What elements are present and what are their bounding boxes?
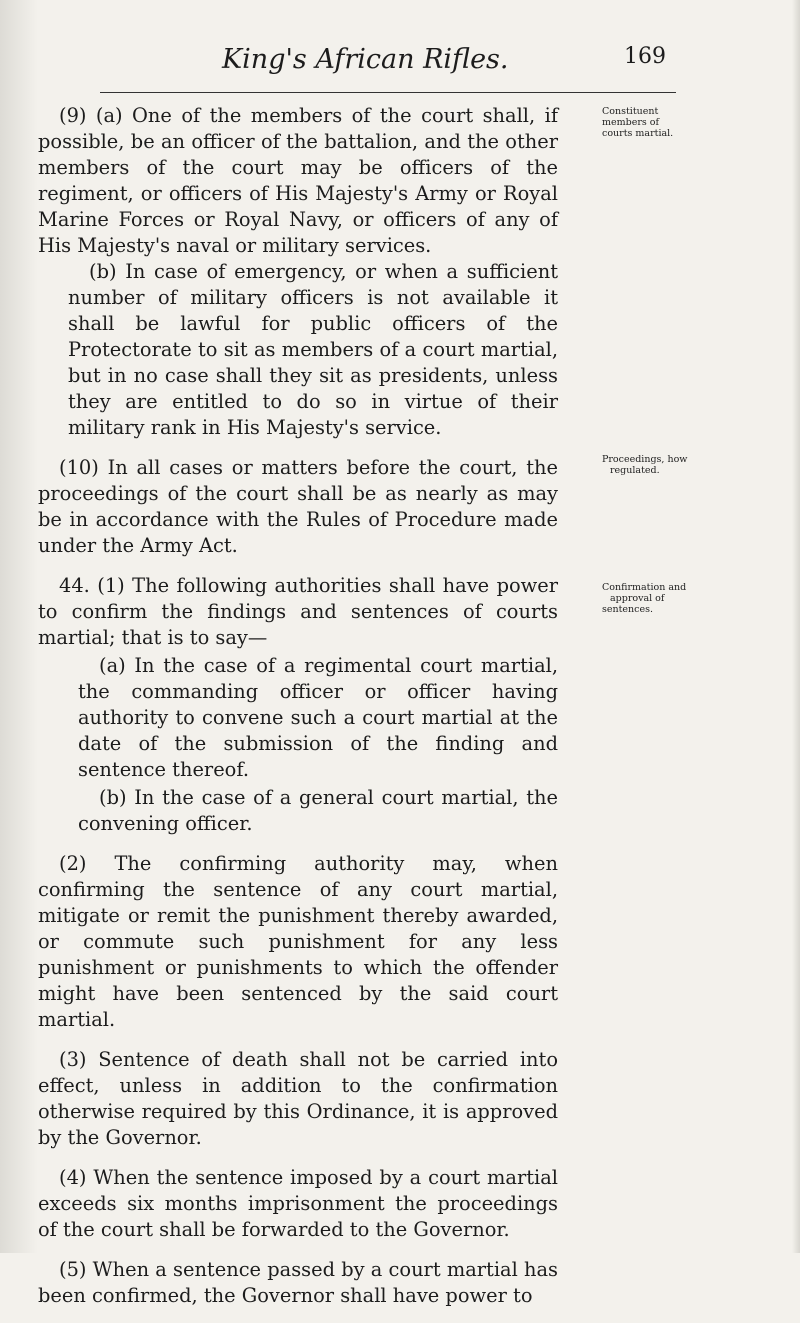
- marginal-note-line: sentences.: [602, 604, 654, 615]
- marginal-note-line: Proceedings, how: [602, 454, 688, 465]
- page-edge-shadow: [792, 0, 800, 1253]
- section-44-4: (4) When the sentence imposed by a court martial exceeds six months imprisonment the proceedings of the court shall be forwarded to the Governor.: [38, 1166, 558, 1241]
- page-header: [0, 44, 800, 84]
- section-44-2: (2) The confirming authority may, when confirming the sentence of any court martial, mitigate or remit the punishment thereby awarded, or commute such punishment for any less punishment or punishments to which the offender might have been sentenced by the said court martial.: [38, 852, 558, 1031]
- paragraph-10: (10) In all cases or matters before the court, the proceedings of the court shall be as nearly as may be in accordance with the Rules of Procedure made under the Army Act.: [38, 456, 558, 557]
- page-number: 169: [624, 44, 666, 69]
- marginal-note-line: Confirmation and: [602, 582, 687, 593]
- marginal-note-proceedings: [602, 454, 762, 476]
- marginal-note-constituent: [602, 106, 762, 139]
- header-rule: [100, 92, 676, 93]
- running-title: King's African Rifles.: [222, 44, 509, 75]
- paragraph-9b: (b) In case of emergency, or when a sufficient number of military officers is not available it shall be lawful for public officers of the Protectorate to sit as members of a court martial, but in no case shall they sit as presidents, unless they are entitled to do so in virtue of their military rank in His Majesty's service.: [68, 260, 558, 439]
- section-44-3: (3) Sentence of death shall not be carried into effect, unless in addition to the confirmation otherwise required by this Ordinance, it is approved by the Governor.: [38, 1048, 558, 1149]
- section-44-1a: (a) In the case of a regimental court martial, the commanding officer or officer having authority to convene such a court martial at the date of the submission of the finding and sentence thereof.: [78, 654, 558, 781]
- marginal-note-line: Constituent: [602, 106, 659, 117]
- section-44-1b: (b) In the case of a general court martial, the convening officer.: [78, 786, 558, 835]
- marginal-note-line: members of: [602, 117, 660, 128]
- page-gutter-shadow: [0, 0, 38, 1253]
- marginal-note-confirmation: [602, 582, 762, 615]
- marginal-note-line: courts martial.: [602, 128, 674, 139]
- body-text: [38, 103, 558, 1323]
- marginal-note-line: regulated.: [610, 465, 660, 476]
- paragraph-9a: (9) (a) One of the members of the court shall, if possible, be an officer of the battalion, and the other members of the court may be officers of the regiment, or officers of His Majesty's Army or Royal Marine Forces or Royal Navy, or officers of any of His Majesty's naval or military services.: [38, 104, 558, 257]
- section-44-1: 44. (1) The following authorities shall have power to confirm the findings and sentences of courts martial; that is to say—: [38, 574, 558, 649]
- marginal-note-line: approval of: [610, 593, 665, 604]
- section-44-5: (5) When a sentence passed by a court martial has been confirmed, the Governor shall have power to: [38, 1258, 558, 1307]
